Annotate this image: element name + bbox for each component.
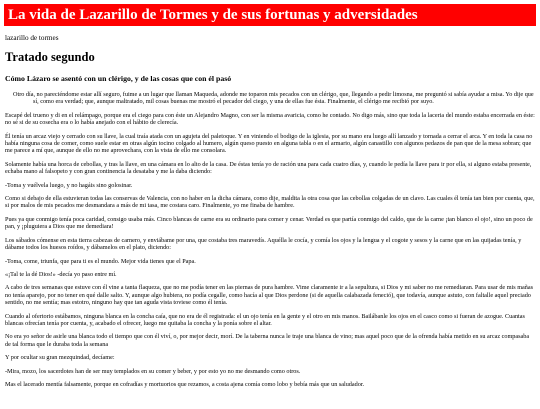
document-page [0,4,540,388]
paragraph: A cabo de tres semanas que estuve con él vine a tanta flaqueza, que no me podía tener en las piernas de pura hambre. Vime claramente ir a la sepultura, si Dios y mi saber no me remediaran. Para usar de mis mañas no tenía aparejo, por no tener en qué dalle salto. Y, aunque algo hubiera, no podía cegalle, como hacía al que Dios perdone (si de aquella calabazada feneció), que todavía, aunque astuto, con faltalle aquel preciado sentido, no me sentía; mas estotro, ninguno hay que tan aguda vista toviese como él tenía. [5,284,534,307]
chapter-title: Tratado segundo [5,50,95,64]
paragraph: Los sábados cómense en esta tierra cabezas de carnero, y enviábame por una, que costaba tres maravedís. Aquélla le cocía, y comía los ojos y la lengua y el cogote y sesos y la carne que en las quijadas tenía, y dábame todos los huesos roídos, y dábamelos en el plato, diciendo: [5,236,522,252]
paragraph: «¡Tal te la dé Dios!» -decía yo paso entre mí. [5,270,117,278]
paragraph: Pues ya que conmigo tenía poca caridad, consigo usaba más. Cinco blancas de carne era su ordinario para comer y cenar. Verdad es que partía conmigo del caldo, que de la carne ¡tan blanco el ojo!, sino un poco de pan, y ¡pluguiera a Dios que me demediara! [5,215,533,231]
paragraph: Como si debajo de ella estuvieran todas las conservas de Valencia, con no haber en la dicha cámara, como dije, maldita la otra cosa que las cebollas colgadas de un clavo. Las cuales él tenía tan bien por cuenta, que, si por malos de mis pecados me desmandara a más de mi tasa, me costara caro. Finalmente, yo me finaba de hambre. [5,195,535,210]
paragraph: -Toma y vuélvela luego, y no hagáis sino golosinar. [5,181,133,189]
paragraph: Escapé del trueno y di en el relámpago, porque era el ciego para con éste un Alejandro Magno, con ser la misma avaricia, como he contado. No digo más, sino que toda la laceria del mundo estaba encerrada en éste: no sé si de su cosecha era o lo había anejado con el hábito de clerecía. [5,111,535,127]
paragraph: Cuando al ofertorio estábamos, ninguna blanca en la concha caía, que no era de él registrada: el un ojo tenía en la gente y el otro en mis manos. Bailábanle los ojos en el casco como si fueran de azogue. Cuantas blancas ofrecían tenía por cuenta, y, acabado el ofrecer, luego me quitaba la concha y la ponía sobre el altar. [5,312,525,327]
document-subtitle: lazarillo de tormes [5,34,59,42]
paragraph: Mas el lacerado mentía falsamente, porque en cofradías y mortuorios que rezamos, a costa ajena comía como lobo y bebía más que un saludador. [5,380,365,388]
paragraph: Él tenía un arcaz viejo y cerrado con su llave, la cual traía atada con un agujeta del paletoque. Y en viniendo el bodigo de la iglesia, por su mano era luego allí lanzado y tornada a cerrar el arca. Y en toda la casa no había ninguna cosa de comer, como suele estar en otras algún tocino colgado al humero, algún queso puesto en alguna tabla o en el armario, algún canastillo con algunos pedazos de pan que de la mesa sobran; que me parece a mí que, aunque de ello no me aprovechara, con la vista de ello me consolara. [5,132,533,155]
document-content [0,34,540,388]
paragraph: -Toma, come, triunfa, que para ti es el mundo. Mejor vida tienes que el Papa. [5,257,196,265]
paragraph: Y por ocultar su gran mezquindad, decíame: [5,354,115,362]
paragraph: -Mira, mozo, los sacerdotes han de ser muy templados en su comer y beber, y por esto yo no me desmando como otros. [5,367,301,375]
chapter-heading: Cómo Lázaro se asentó con un clérigo, y de las cosas que con él pasó [5,74,232,83]
paragraph: Otro día, no pareciéndome estar allí seguro, fuime a un lugar que llaman Maqueda, adonde me toparon mis pecados con un clérigo, que, llegando a pedir limosna, me preguntó si sabía ayudar a misa. Yo dije que sí, como era verdad; que, aunque maltratado, mil cosas buenas me mostró el pecador del ciego, y una de ellas fue ésta. Finalmente, el clérigo me recibió por suyo. [13,91,534,106]
paragraph: No era yo señor de asirle una blanca todo el tiempo que con él viví, o, por mejor decir, morí. De la taberna nunca le traje una blanca de vino; mas aquel poco que de la ofrenda había metido en su arcaz compasaba de tal forma que le duraba toda la semana [5,333,530,348]
document-title: La vida de Lazarillo de Tormes y de sus fortunas y adversidades [4,4,536,26]
paragraph: Solamente había una horca de cebollas, y tras la llave, en una cámara en lo alto de la casa. De éstas tenía yo de ración una para cada cuatro días, y, cuando le pedía la llave para ir por ella, si alguno estaba presente, echaba mano al falsopeto y con gran continencia la desataba y me la daba diciendo: [5,160,532,176]
